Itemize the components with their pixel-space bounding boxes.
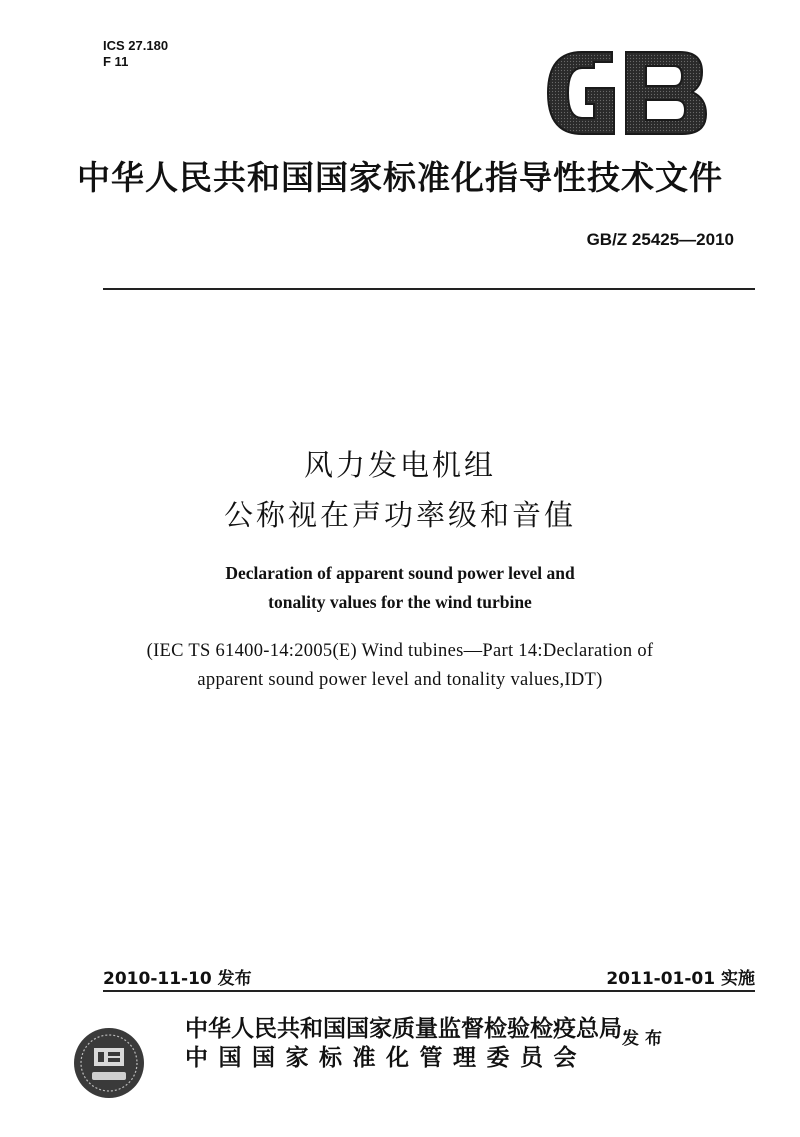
header-divider — [103, 288, 755, 290]
publish-label: 发布 — [622, 1029, 668, 1049]
standard-number: GB/Z 25425—2010 — [586, 230, 734, 249]
official-seal-icon — [72, 1026, 146, 1100]
gb-logo-icon — [542, 48, 712, 138]
title-en-line2: tonality values for the wind turbine — [268, 592, 532, 612]
title-cn-line1: 风力发电机组 — [303, 448, 496, 482]
title-en-line1: Declaration of apparent sound power level and — [225, 563, 575, 583]
title-cn-line2: 公称视在声功率级和音值 — [223, 498, 576, 532]
issue-date: 2010-11-10 发布 — [103, 969, 252, 989]
implementation-date: 2011-01-01 实施 — [606, 969, 755, 989]
reference-standard-line2: apparent sound power level and tonality values,IDT) — [197, 670, 603, 690]
reference-standard-line1: (IEC TS 61400-14:2005(E) Wind tubines—Part 14:Declaration of — [146, 641, 654, 661]
document-type-title: 中华人民共和国国家标准化指导性技术文件 — [77, 158, 723, 197]
issuer-line2: 中国国家标准化管理委员会 — [185, 1045, 587, 1071]
issuer-line1: 中华人民共和国国家质量监督检验检疫总局 — [185, 1016, 622, 1042]
footer-divider — [103, 990, 755, 992]
ccs-code: F 11 — [103, 54, 129, 69]
classification-codes — [103, 38, 168, 70]
ics-code: ICS 27.180 — [103, 38, 169, 53]
